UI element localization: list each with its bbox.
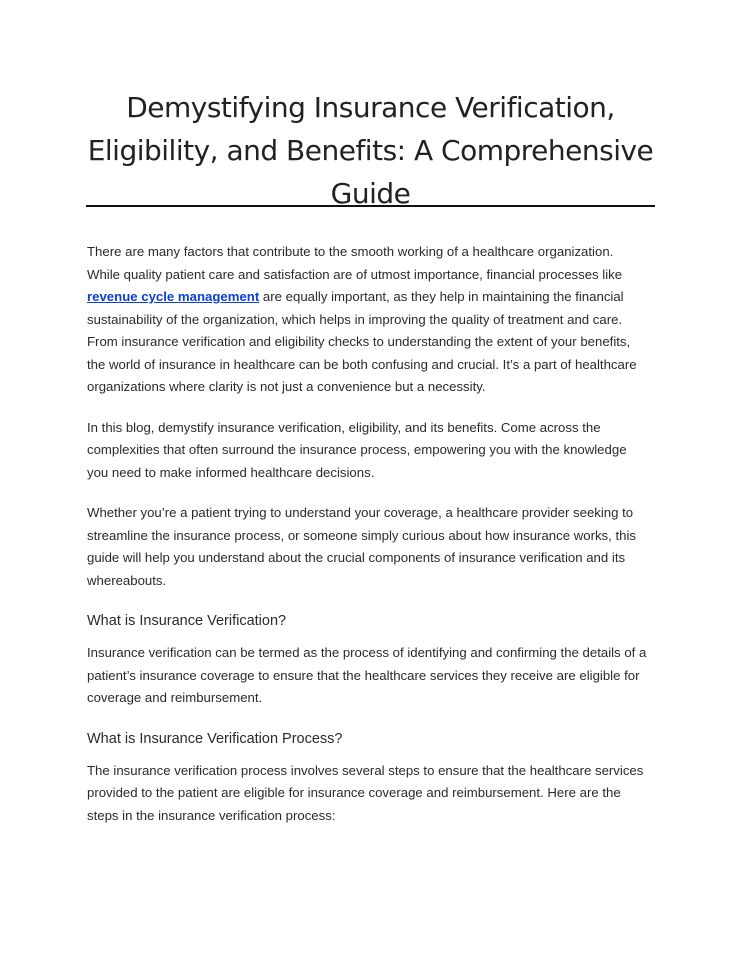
section-heading-insurance-verification: What is Insurance Verification?	[87, 613, 287, 629]
document-body	[87, 241, 647, 827]
paragraph-blog-purpose: In this blog, demystify insurance verification, eligibility, and its benefits. Come across the complexities that often surround the insurance process, empowering you with the knowledge you need to make informed healthcare decisions.	[87, 419, 627, 480]
title-underline	[86, 205, 655, 207]
section-heading-verification-process: What is Insurance Verification Process?	[87, 730, 343, 747]
paragraph-insurance-world: From insurance verification and eligibility checks to understanding the extent of your benefits, the world of insurance in healthcare can be both confusing and crucial. It’s a part of healthcare organizations where clarity is not just a convenience but a necessity.	[87, 334, 637, 394]
document-title: Demystifying Insurance Verification, Eligibility, and Benefits: A Comprehensive Guide	[87, 91, 654, 210]
intro-paragraph	[87, 241, 647, 331]
section-body-verification-process: The insurance verification process involves several steps to ensure that the healthcare services provided to the patient are eligible for insurance coverage and reimbursement. Here are the steps in the insurance verification process:	[87, 762, 644, 823]
paragraph-audience: Whether you’re a patient trying to understand your coverage, a healthcare provider seeking to streamline the insurance process, or someone simply curious about how insurance works, this guide will help you understand about the crucial components of insurance verification and its whereabouts.	[87, 505, 637, 588]
revenue-cycle-management-link[interactable]: revenue cycle management	[87, 289, 260, 304]
intro-text-after-link: are equally important, as they help in maintaining the financial sustainability of the organization, which helps in improving the quality of treatment and care.	[87, 289, 624, 327]
section-body-insurance-verification: Insurance verification can be termed as the process of identifying and confirming the details of a patient’s insurance coverage to ensure that the healthcare services they receive are eligible for coverage and reimbursement.	[87, 645, 647, 705]
intro-text-before-link: There are many factors that contribute to the smooth working of a healthcare organization. While quality patient care and satisfaction are of utmost importance, financial processes like	[87, 244, 623, 282]
